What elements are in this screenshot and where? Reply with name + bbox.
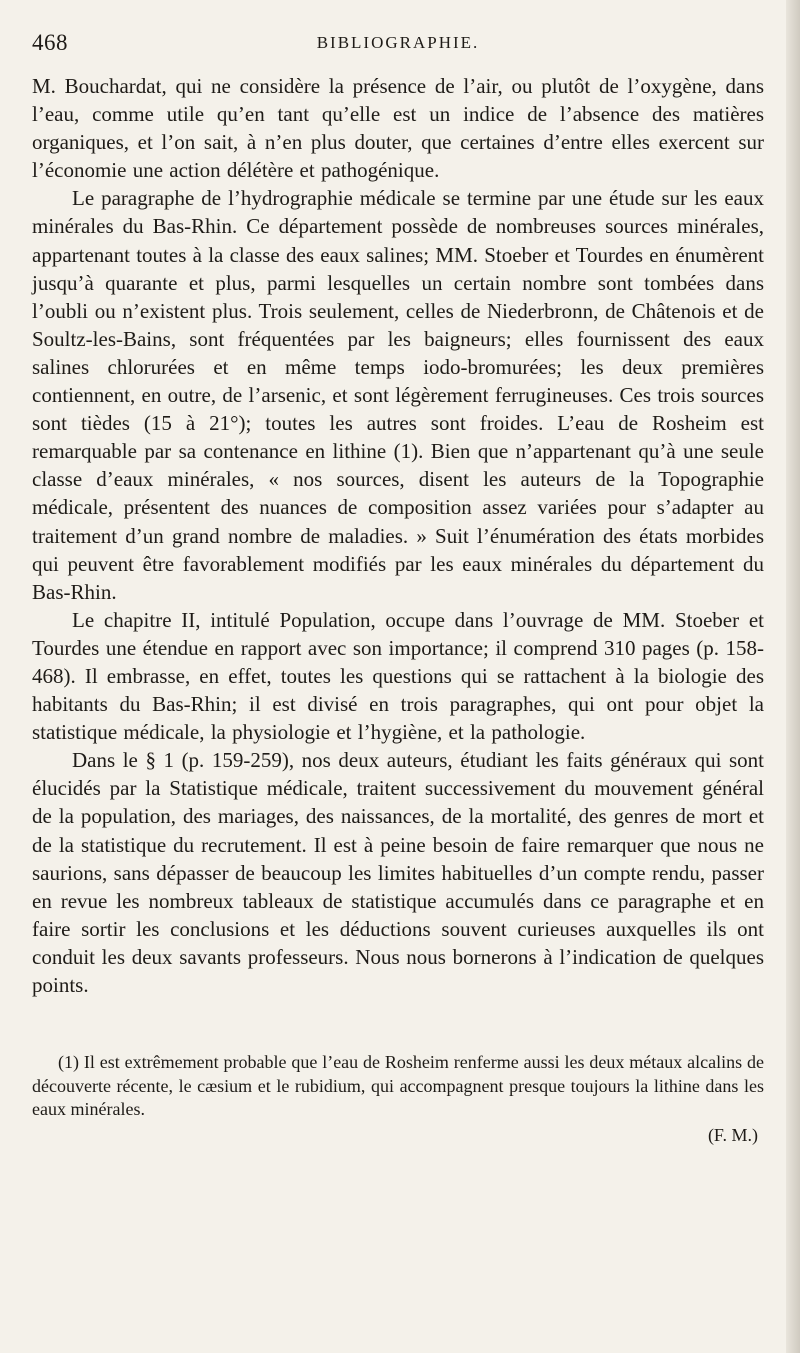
page-edge-shadow (786, 0, 800, 1353)
footnote-text: (1) Il est extrêmement probable que l’eau de Rosheim renferme aussi les deux métaux alcalins de découverte récente, le cæsium et le rubidium, qui accompagnent presque toujours la lithine dans les eaux minérales. (32, 1052, 764, 1120)
book-page (32, 30, 764, 1147)
paragraph-3: Le chapitre II, intitulé Population, occupe dans l’ouvrage de MM. Stoeber et Tourdes une étendue en rapport avec son importance; il comprend 310 pages (p. 158-468). Il embrasse, en effet, toutes les questions qui se rattachent à la biologie des habitants du Bas-Rhin; il est divisé en trois paragraphes, qui ont pour objet la statistique médicale, la physiologie et l’hygiène, et la pathologie. (32, 607, 764, 745)
paragraph-2: Le paragraphe de l’hydrographie médicale se termine par une étude sur les eaux minérales du Bas-Rhin. Ce département possède de nombreuses sources minérales, appartenant toutes à la classe des eaux salines; MM. Stoeber et Tourdes en énumèrent jusqu’à quarante et plus, parmi lesquelles un certain nombre sont tombées dans l’oubli ou n’existent plus. Trois seulement, celles de Niederbronn, de Châtenois et de Soultz-les-Bains, sont fréquentées par les baigneurs; elles fournissent des eaux salines chlorurées et en même temps iodo-bromurées; les deux premières contiennent, en outre, de l’arsenic, et sont légèrement ferrugineuses. Ces trois sources sont tièdes (15 à 21°); toutes les autres sont froides. L’eau de Rosheim est remarquable par sa contenance en lithine (1). Bien que n’appartenant qu’à une seule classe d’eaux minérales, « nos sources, disent les auteurs de la Topographie médicale, présentent des nuances de composition assez variées pour s’adapter au traitement d’un grand nombre de maladies. » Suit l’énumération des états morbides qui peuvent être favorablement modifiés par les eaux minérales du département du Bas-Rhin. (32, 186, 764, 604)
page-number: 468 (32, 30, 68, 55)
paragraph-1: M. Bouchardat, qui ne considère la présence de l’air, ou plutôt de l’oxygène, dans l’eau, comme utile qu’en tant qu’elle est un indice de l’absence des matières organiques, et l’on sait, à n’en plus douter, que certaines d’entre elles exercent sur l’économie une action délétère et pathogénique. (32, 74, 764, 183)
footnote-signature: (F. M.) (707, 1124, 758, 1145)
running-head: BIBLIOGRAPHIE. (316, 33, 480, 52)
footnote-block (32, 1051, 764, 1147)
paragraph-4: Dans le § 1 (p. 159-259), nos deux auteurs, étudiant les faits généraux qui sont élucidés par la Statistique médicale, traitent successivement du mouvement général de la population, des mariages, des naissances, de la mortalité, des genres de mort et de la statistique du recrutement. Il est à peine besoin de faire remarquer que nous ne saurions, sans dépasser de beaucoup les limites habituelles d’un compte rendu, passer en revue les nombreux tableaux de statistique accumulés dans ce paragraphe et en faire sortir les conclusions et les déductions souvent curieuses auxquelles ils ont conduit les deux savants professeurs. Nous nous bornerons à l’indication de quelques points. (32, 748, 764, 997)
body-text (32, 72, 764, 999)
page-header (32, 30, 764, 64)
